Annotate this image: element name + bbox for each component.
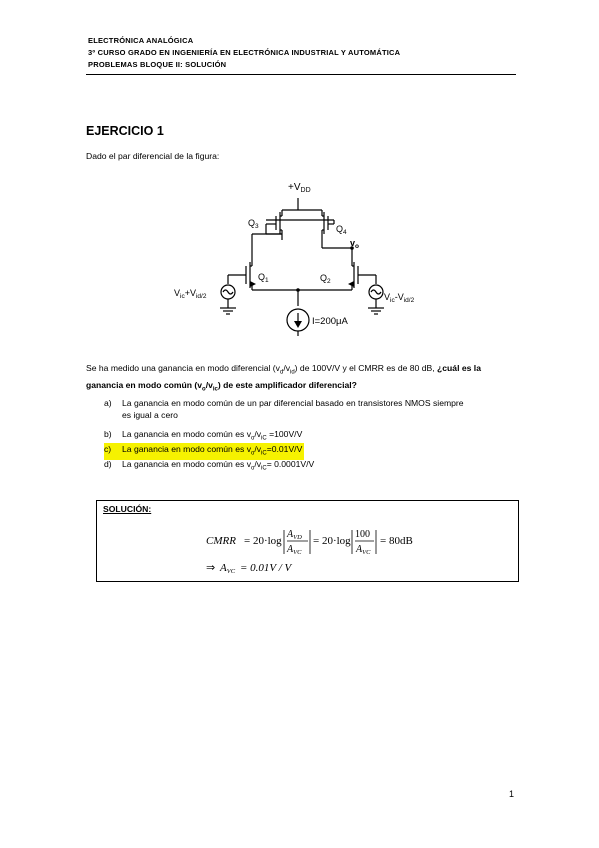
header-line-1: ELECTRÓNICA ANALÓGICA — [88, 36, 194, 45]
svg-text:100: 100 — [355, 529, 370, 540]
header-line-2: 3º CURSO GRADO EN INGENIERÍA EN ELECTRÓNICA INDUSTRIAL Y AUTOMÁTICA — [88, 48, 401, 57]
svg-text:AVC: AVC — [220, 562, 236, 575]
option-b: b) La ganancia en modo común es $v_o/v_{iC} =100V/V$ — [104, 429, 303, 442]
option-a: a) La ganancia en modo común de un par diferencial basado en transistores NMOS siempre es igual a cero — [104, 398, 464, 420]
exercise-intro: Dado el par diferencial de la figura: — [86, 151, 220, 161]
page-number: 1 — [509, 789, 515, 799]
vo-label: $v_o$ — [350, 238, 359, 250]
differential-pair-circuit — [170, 168, 440, 338]
svg-text:⇒: ⇒ — [206, 562, 216, 574]
solution-label: SOLUCIÓN: — [103, 504, 152, 514]
question-text: Se ha medido una ganancia en modo diferencial $(v_d/v_{id})$ de 100V/V y el CMRR es de 80 dB, ¿cuál es la ganancia en modo común $(v_o/v_{ic})$ de este amplificador diferencial? — [86, 363, 481, 393]
current-label: I=200μA — [312, 316, 348, 327]
q1-label: $Q_1$ — [258, 272, 269, 284]
svg-text:= 0.01V / V: = 0.01V / V — [240, 562, 292, 574]
svg-text:CMRR: CMRR — [206, 535, 236, 547]
option-d: d) La ganancia en modo común es $v_o/v_{iC}= 0.0001V/V$ — [104, 459, 315, 472]
q3-label: $Q_3$ — [248, 218, 259, 230]
option-c: c) La ganancia en modo común es $v_o/v_{iC}=0.01V/V$ — [104, 443, 304, 460]
svg-text:AVC: $A_{VC}$ — [287, 544, 302, 556]
svg-text:= 20·log: = 20·log — [244, 535, 282, 547]
right-source-label: $V_{ic}-V_{id/2}$ — [384, 292, 415, 304]
q4-label: $Q_4$ — [336, 224, 347, 236]
header-rule — [86, 74, 516, 75]
vdd-label: $+V_{DD}$ — [288, 182, 311, 194]
solution-equation — [200, 520, 440, 580]
svg-text:= 20·log: = 20·log — [313, 535, 351, 547]
svg-text:AVD: $A_{VD}$ — [287, 529, 302, 541]
header-line-3: PROBLEMAS BLOQUE II: SOLUCIÓN — [88, 60, 227, 69]
q2-label: $Q_2$ — [320, 273, 331, 285]
svg-text:= 80dB: = 80dB — [380, 535, 413, 547]
exercise-title: EJERCICIO 1 — [86, 124, 164, 138]
left-source-label: $V_{ic}+V_{id/2}$ — [174, 288, 207, 300]
svg-text:AVC: $A_{VC}$ — [356, 544, 371, 556]
